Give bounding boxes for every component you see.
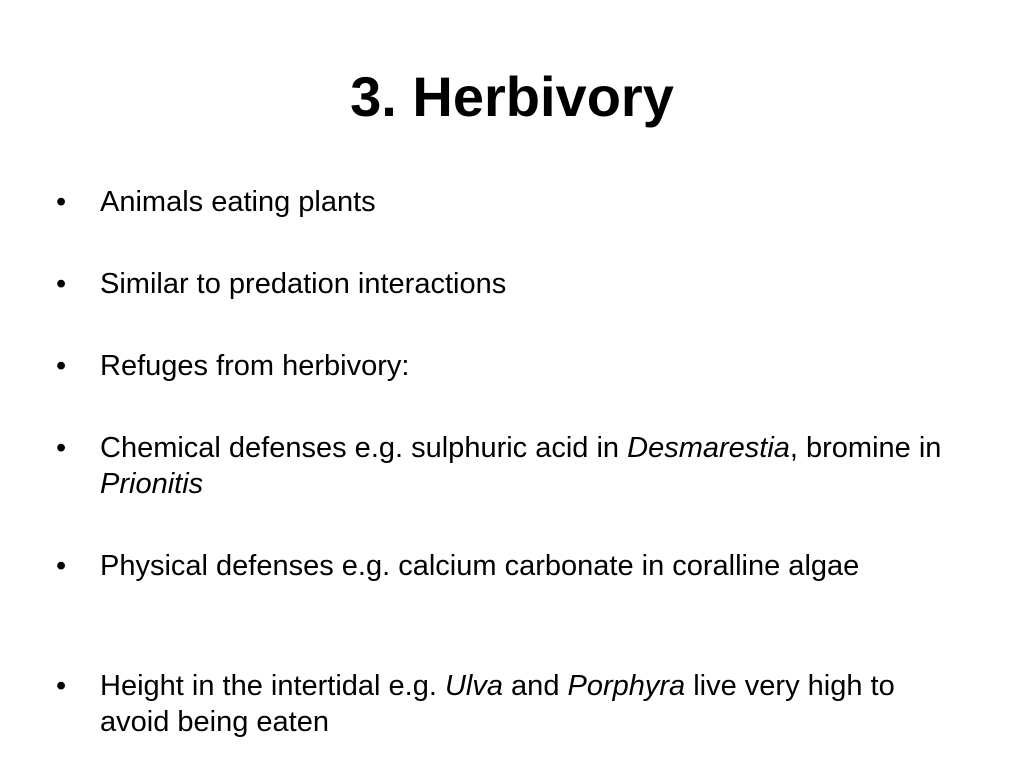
bullet-marker: • (56, 550, 67, 582)
species-name-prionitis: Prionitis (100, 468, 204, 500)
bullet-text-segment: Physical defenses e.g. calcium carbonate in coralline algae (100, 550, 860, 582)
bullet-text (100, 348, 950, 384)
bullet-text-segment: Height in the intertidal e.g. (100, 670, 445, 702)
bullet-text-segment: and (503, 670, 568, 702)
bullet-text (100, 668, 950, 740)
species-name-porphyra: Porphyra (567, 670, 686, 702)
bullet-text-segment: live very high to avoid being eaten (100, 670, 895, 738)
species-name-desmarestia: Desmarestia (627, 432, 790, 464)
bullet-text (100, 266, 950, 302)
bullet-text-segment: Animals eating plants (100, 186, 376, 218)
bullet-text (100, 184, 950, 220)
bullet-text-segment: Similar to predation interactions (100, 268, 507, 300)
slide-title: 3. Herbivory (350, 65, 674, 128)
bullet-text-segment: , bromine in (789, 432, 942, 464)
bullet-marker: • (56, 670, 67, 702)
bullet-text-segment: Refuges from herbivory: (100, 350, 410, 382)
bullet-marker: • (56, 268, 67, 300)
species-name-ulva: Ulva (444, 670, 503, 702)
bullet-marker: • (56, 432, 67, 464)
bullet-marker: • (56, 186, 67, 218)
bullet-marker: • (56, 350, 67, 382)
bullet-text (100, 548, 950, 584)
bullet-text-segment: Chemical defenses e.g. sulphuric acid in (100, 432, 628, 464)
bullet-text (100, 430, 950, 502)
